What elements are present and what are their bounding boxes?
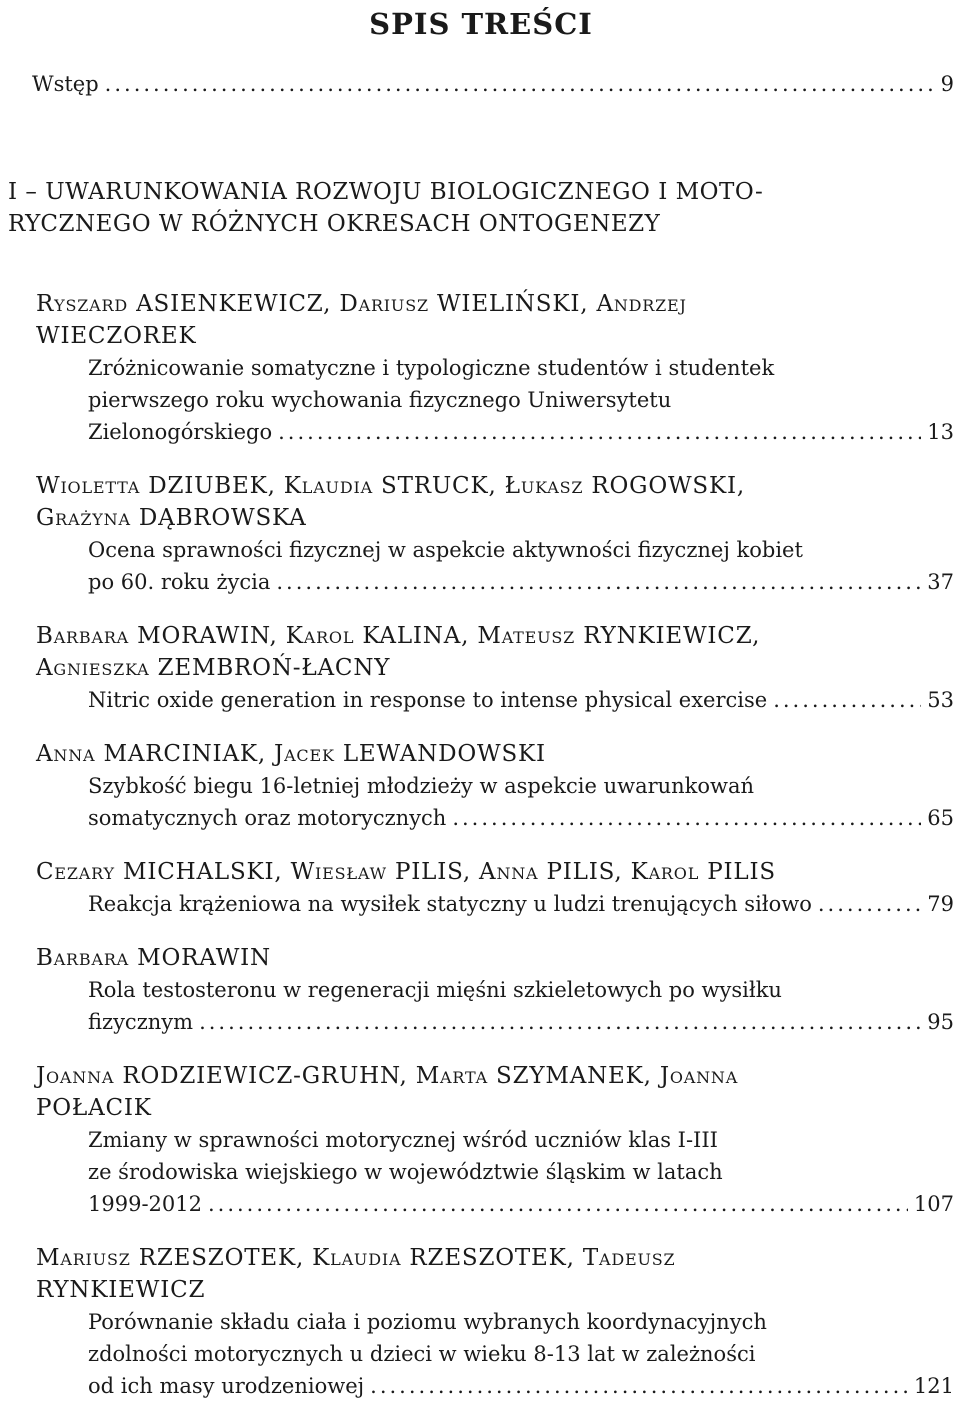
page-number: 95 bbox=[927, 1010, 954, 1034]
section-heading bbox=[8, 176, 954, 240]
toc-entry[interactable] bbox=[36, 942, 954, 1038]
article-title bbox=[88, 1124, 954, 1220]
toc-entry[interactable] bbox=[36, 620, 954, 716]
authors bbox=[36, 738, 954, 770]
article-title-line: pierwszego roku wychowania fizycznego Uniwersytetu bbox=[88, 388, 672, 412]
authors-line: WIECZOREK bbox=[36, 323, 197, 349]
article-title bbox=[88, 974, 954, 1038]
authors-line: Joanna RODZIEWICZ-GRUHN, Marta SZYMANEK, Joanna bbox=[36, 1063, 739, 1089]
authors-line: Grażyna DĄBROWSKA bbox=[36, 505, 307, 531]
article-title-line: Zielonogórskiego bbox=[88, 420, 273, 444]
page-number: 107 bbox=[913, 1192, 954, 1216]
article-title-last-line bbox=[88, 888, 954, 920]
dot-leader bbox=[276, 566, 921, 598]
dot-leader bbox=[105, 68, 935, 100]
article-title-last-line bbox=[88, 802, 954, 834]
authors-line: Barbara MORAWIN, Karol KALINA, Mateusz RYNKIEWICZ, bbox=[36, 623, 761, 649]
intro-label: Wstęp bbox=[32, 72, 99, 96]
article-title-line: zdolności motorycznych u dzieci w wieku 8-13 lat w zależności bbox=[88, 1342, 756, 1366]
authors-line: Agnieszka ZEMBROŃ-ŁACNY bbox=[36, 655, 391, 681]
dot-leader bbox=[452, 802, 921, 834]
article-title-line: fizycznym bbox=[88, 1010, 194, 1034]
page-number: 79 bbox=[927, 892, 954, 916]
article-title bbox=[88, 888, 954, 920]
article-title bbox=[88, 1306, 954, 1402]
article-title-line: Szybkość biegu 16-letniej młodzieży w aspekcie uwarunkowań bbox=[88, 774, 755, 798]
article-title-line: ze środowiska wiejskiego w województwie śląskim w latach bbox=[88, 1160, 723, 1184]
dot-leader bbox=[818, 888, 921, 920]
authors bbox=[36, 1060, 954, 1124]
authors bbox=[36, 942, 954, 974]
authors-line: RYNKIEWICZ bbox=[36, 1277, 206, 1303]
authors-line: Barbara MORAWIN bbox=[36, 945, 271, 971]
article-title bbox=[88, 684, 954, 716]
article-title-last-line bbox=[88, 1188, 954, 1220]
page-number: 121 bbox=[913, 1374, 954, 1398]
article-title-last-line bbox=[88, 1370, 954, 1402]
toc-entry[interactable] bbox=[36, 1242, 954, 1402]
article-title bbox=[88, 770, 954, 834]
toc-entry[interactable] bbox=[36, 1060, 954, 1220]
toc-entry[interactable] bbox=[36, 738, 954, 834]
article-title-last-line bbox=[88, 1006, 954, 1038]
article-title-line: Zmiany w sprawności motorycznej wśród uczniów klas I-III bbox=[88, 1128, 718, 1152]
dot-leader bbox=[773, 684, 921, 716]
toc-entry[interactable] bbox=[36, 288, 954, 448]
article-title-line: Rola testosteronu w regeneracji mięśni szkieletowych po wysiłku bbox=[88, 978, 782, 1002]
article-title-line: 1999-2012 bbox=[88, 1192, 202, 1216]
authors-line: Wioletta DZIUBEK, Klaudia STRUCK, Łukasz ROGOWSKI, bbox=[36, 473, 745, 499]
dot-leader bbox=[199, 1006, 921, 1038]
authors-line: Cezary MICHALSKI, Wiesław PILIS, Anna PILIS, Karol PILIS bbox=[36, 859, 776, 885]
authors bbox=[36, 856, 954, 888]
toc-entry[interactable] bbox=[36, 470, 954, 598]
authors bbox=[36, 470, 954, 534]
dot-leader bbox=[370, 1370, 908, 1402]
authors bbox=[36, 620, 954, 684]
toc-entry-intro[interactable] bbox=[32, 68, 954, 100]
authors-line: Ryszard ASIENKEWICZ, Dariusz WIELIŃSKI, Andrzej bbox=[36, 291, 687, 317]
authors-line: POŁACIK bbox=[36, 1095, 152, 1121]
dot-leader bbox=[208, 1188, 908, 1220]
article-title-line: Ocena sprawności fizycznej w aspekcie aktywności fizycznej kobiet bbox=[88, 538, 803, 562]
page-number: 65 bbox=[927, 806, 954, 830]
article-title-line: somatycznych oraz motorycznych bbox=[88, 806, 447, 830]
section-heading-line: I – UWARUNKOWANIA ROZWOJU BIOLOGICZNEGO I MOTO- bbox=[8, 179, 764, 205]
article-title-last-line bbox=[88, 684, 954, 716]
article-title-line: Reakcja krążeniowa na wysiłek statyczny u ludzi trenujących siłowo bbox=[88, 892, 812, 916]
article-title-last-line bbox=[88, 416, 954, 448]
authors bbox=[36, 1242, 954, 1306]
article-title-last-line bbox=[88, 566, 954, 598]
dot-leader bbox=[278, 416, 921, 448]
article-title-line: Zróżnicowanie somatyczne i typologiczne studentów i studentek bbox=[88, 356, 775, 380]
authors-line: Anna MARCINIAK, Jacek LEWANDOWSKI bbox=[36, 741, 546, 767]
page-number: 53 bbox=[927, 688, 954, 712]
section-heading-line: RYCZNEGO W RÓŻNYCH OKRESACH ONTOGENEZY bbox=[8, 211, 661, 237]
article-title-line: od ich masy urodzeniowej bbox=[88, 1374, 365, 1398]
article-title-line: Porównanie składu ciała i poziomu wybranych koordynacyjnych bbox=[88, 1310, 767, 1334]
page-title: SPIS TREŚCI bbox=[369, 7, 593, 41]
page-number: 9 bbox=[940, 72, 954, 96]
article-title-line: Nitric oxide generation in response to intense physical exercise bbox=[88, 688, 768, 712]
authors bbox=[36, 288, 954, 352]
article-title bbox=[88, 352, 954, 448]
page-number: 13 bbox=[927, 420, 954, 444]
authors-line: Mariusz RZESZOTEK, Klaudia RZESZOTEK, Tadeusz bbox=[36, 1245, 676, 1271]
article-title-line: po 60. roku życia bbox=[88, 570, 271, 594]
toc-entry[interactable] bbox=[36, 856, 954, 920]
article-title bbox=[88, 534, 954, 598]
page-number: 37 bbox=[927, 570, 954, 594]
